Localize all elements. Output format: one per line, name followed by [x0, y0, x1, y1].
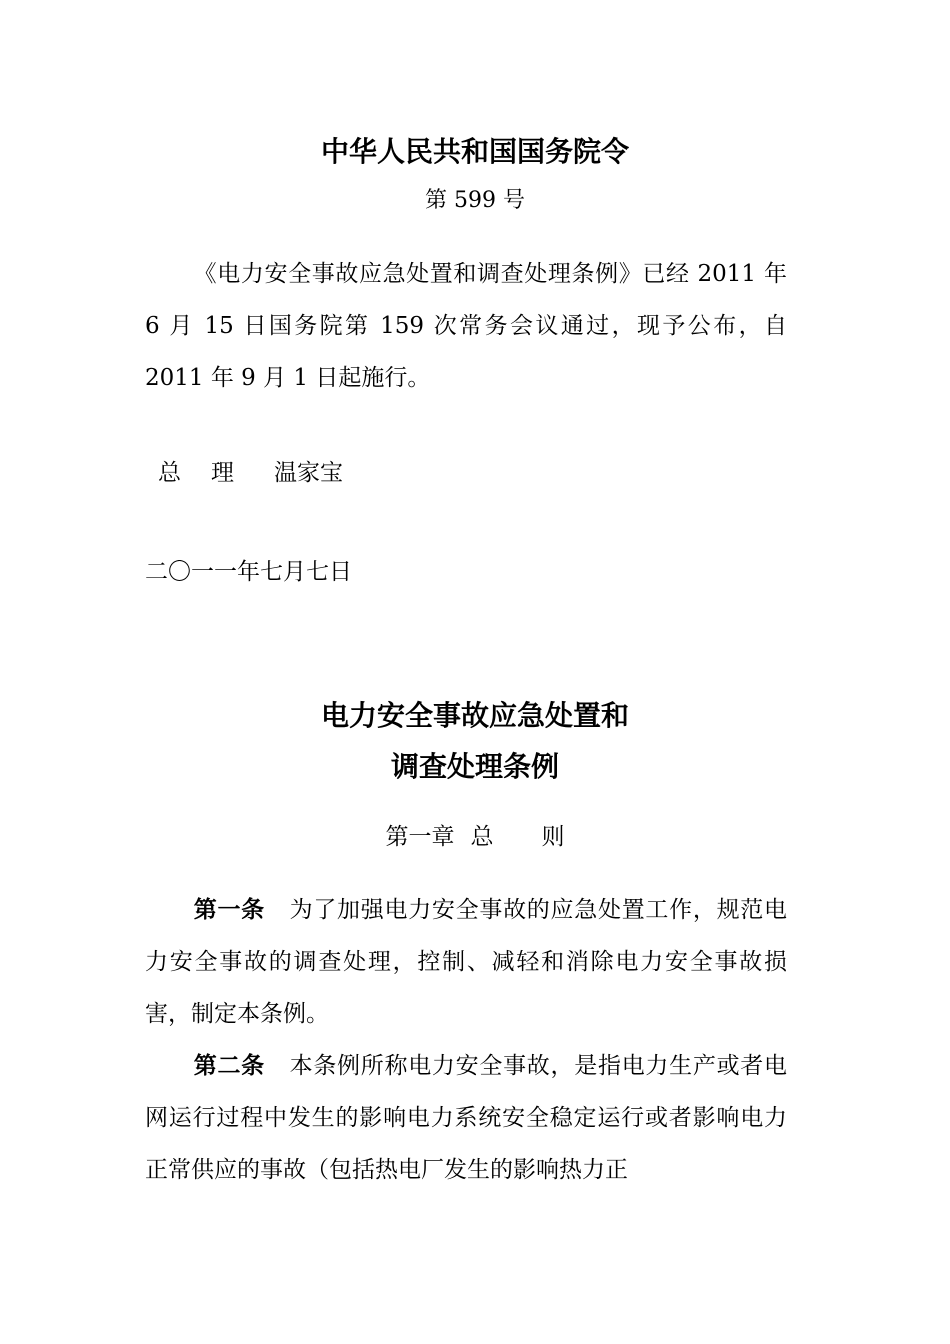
article-label: 第一条 [193, 897, 265, 923]
article-text: 本条例所称电力安全事故，是指电力生产或者电网运行过程中发生的影响电力系统安全稳定运行或者影响电力正常供应的事故（包括热电厂发生的影响热力正 [145, 1053, 788, 1183]
signer-title-char-1: 总 [158, 460, 181, 486]
regulation-title-line-2: 调查处理条例 [390, 750, 559, 783]
chapter-label: 第一章 [385, 824, 455, 850]
decree-body [145, 248, 787, 404]
article-2 [145, 1040, 787, 1196]
article-1 [145, 884, 787, 1040]
article-label: 第二条 [193, 1053, 265, 1079]
regulation-title-line-1: 电力安全事故应急处置和 [320, 699, 629, 732]
chapter-heading [0, 822, 950, 852]
chapter-name-char-1: 总 [470, 824, 494, 850]
decree-number: 第 599 号 [425, 188, 525, 213]
chapter-name-char-2: 则 [541, 824, 565, 850]
article-text: 为了加强电力安全事故的应急处置工作，规范电力安全事故的调查处理，控制、减轻和消除电力安全事故损害，制定本条例。 [145, 897, 788, 1027]
decree-body-text: 《电力安全事故应急处置和调查处理条例》已经 2011 年 6 月 15 日国务院第 159 次常务会议通过，现予公布，自 2011 年 9 月 1 日起施行。 [145, 261, 787, 391]
decree-title: 中华人民共和国国务院令 [320, 135, 629, 168]
signer-title-char-2: 理 [211, 460, 234, 486]
signature-line [158, 458, 343, 488]
decree-date: 二〇一一年七月七日 [145, 559, 352, 585]
signer-name: 温家宝 [274, 460, 343, 486]
